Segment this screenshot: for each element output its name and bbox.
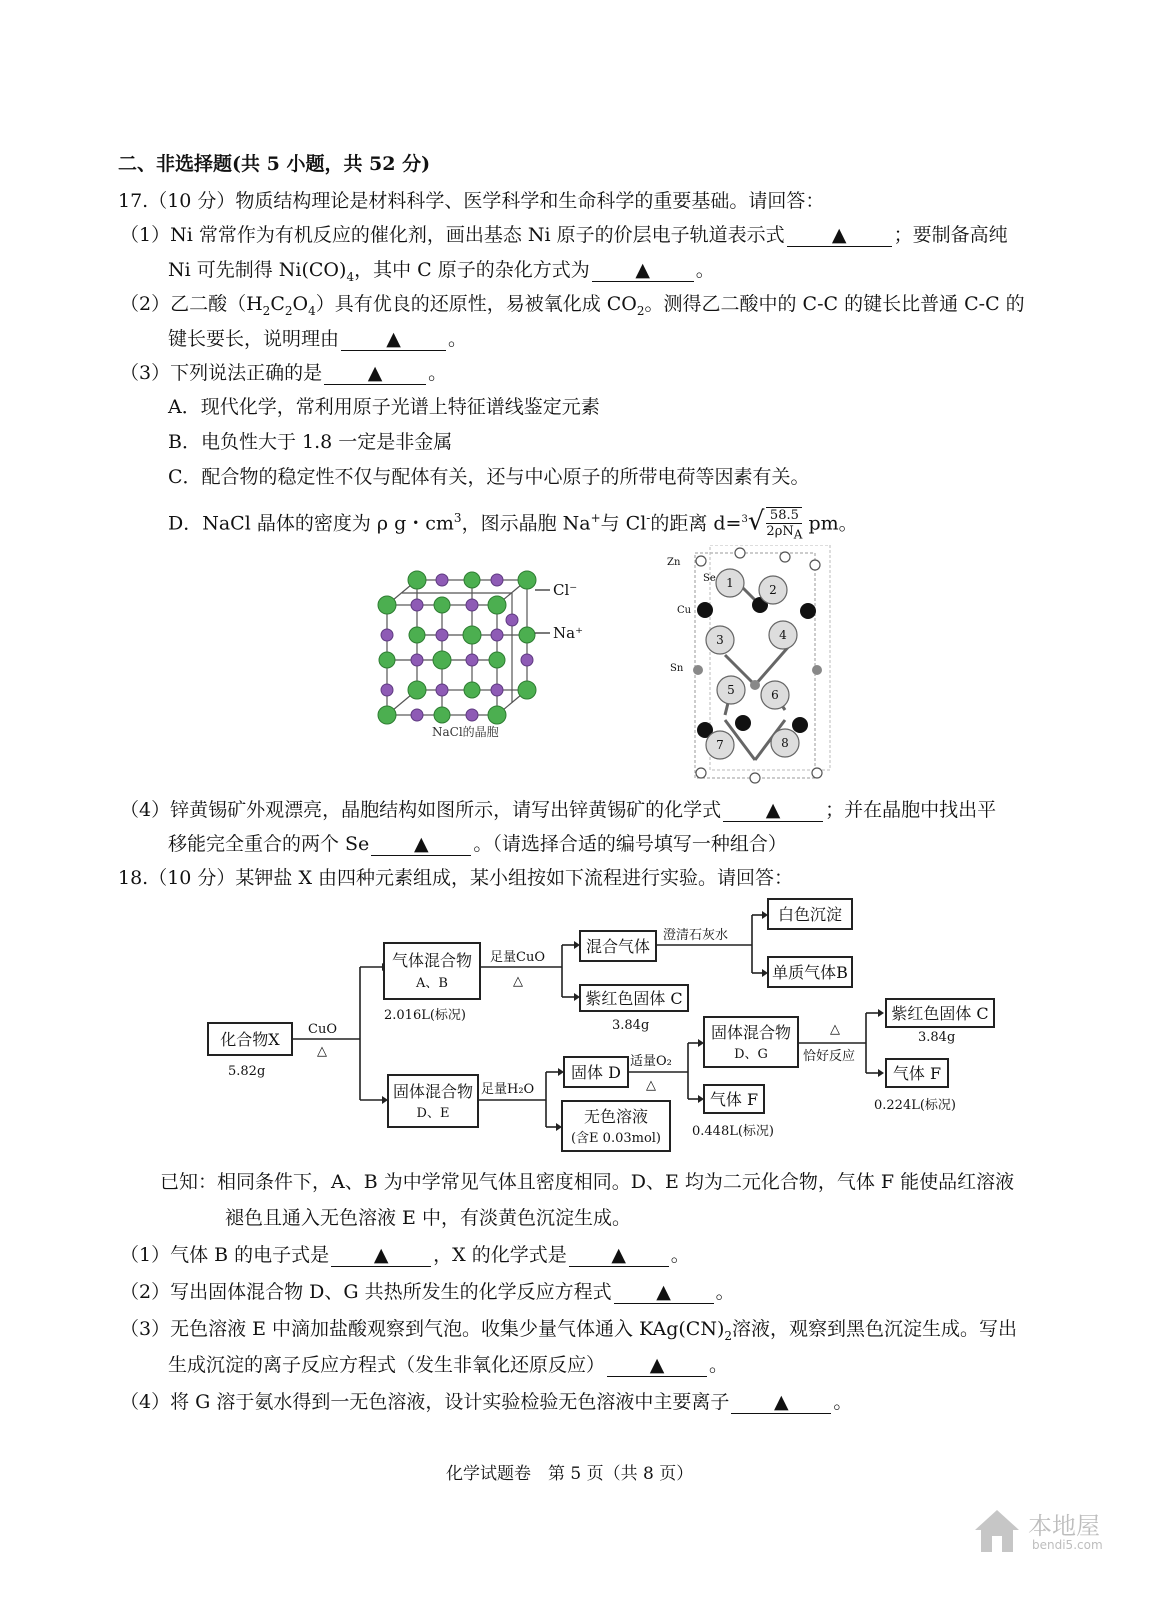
q17-part2-line1: （2）乙二酸$(H_2C_2O_4)$具有优良的还原性，易被氧化成 $CO_2$。测得乙二酸中的 C-C 的键长比普通 C-C 的 (120, 293, 1025, 318)
q17-part2-line2: 键长要长，说明理由 ▲ 。 (168, 328, 468, 350)
se-number-1: 1 (726, 576, 734, 590)
solid-de-sub: D、E (416, 1106, 450, 1121)
q17-option-b: B．电负性大于 1.8 一定是非金属 (168, 431, 453, 453)
answer-blank[interactable]: ▲ (331, 1244, 431, 1267)
answer-blank[interactable]: ▲ (569, 1244, 669, 1267)
se-number-4: 4 (779, 628, 787, 642)
proper-o2-label: 适量O₂ (630, 1054, 672, 1069)
heat-label-2: △ (513, 974, 523, 989)
answer-blank[interactable]: ▲ (341, 328, 446, 351)
q17-part3: （3）下列说法正确的是 ▲ 。 (120, 362, 448, 384)
se-number-8: 8 (781, 736, 789, 750)
q18-part3-line2: 生成沉淀的离子反应方程式（发生非氧化还原反应） ▲ 。 (168, 1354, 729, 1376)
nacl-caption: NaCl的晶胞 (432, 725, 499, 739)
se-number-3: 3 (716, 633, 724, 647)
na-label: Na⁺ (553, 624, 583, 642)
se-label: Se (703, 573, 716, 584)
kesterite-unit-cell-figure (665, 545, 835, 785)
solid-de-label: 固体混合物 (392, 1082, 474, 1101)
q18-part4: （4）将 G 溶于氨水得到一无色溶液，设计实验检验无色溶液中主要离子 ▲ 。 (120, 1391, 853, 1413)
heat-label-1: △ (317, 1044, 327, 1059)
q18-header: 18.（10 分）某钾盐 X 由四种元素组成，某小组按如下流程进行实验。请回答： (118, 867, 794, 889)
sn-label: Sn (670, 663, 684, 674)
copper-atoms (697, 597, 816, 738)
answer-blank[interactable]: ▲ (731, 1391, 831, 1414)
gas-f2-volume: 0.224L(标况) (874, 1098, 956, 1113)
compound-x-mass: 5.82g (228, 1064, 266, 1079)
colorless-soln-label: 无色溶液 (583, 1107, 649, 1126)
answer-blank[interactable]: ▲ (324, 362, 426, 385)
colorless-soln-sub: (含E 0.03mol) (570, 1131, 662, 1146)
se-number-7: 7 (716, 738, 724, 752)
house-icon (972, 1506, 1022, 1556)
zn-label: Zn (667, 557, 681, 568)
q18-part1: （1）气体 B 的电子式是 ▲ ，X 的化学式是 ▲ 。 (120, 1244, 690, 1266)
gas-b-label: 单质气体B (772, 963, 848, 982)
solid-d-label: 固体 D (571, 1063, 621, 1082)
q18-part3-line1: （3）无色溶液 E 中滴加盐酸观察到气泡。收集少量气体通入 $KAg(CN)_2$溶液，观察到黑色沉淀生成。写出 (120, 1318, 1018, 1343)
answer-blank[interactable]: ▲ (607, 1354, 707, 1377)
se-number-5: 5 (727, 683, 735, 697)
purple-mass-1: 3.84g (612, 1018, 650, 1033)
answer-blank[interactable]: ▲ (787, 224, 892, 247)
experiment-flowchart (200, 895, 1010, 1165)
tin-atoms (693, 665, 822, 690)
gas-f1-label: 气体 F (709, 1090, 759, 1109)
q17-part4-line1: （4）锌黄锡矿外观漂亮，晶胞结构如图所示，请写出锌黄锡矿的化学式 ▲ ；并在晶胞中找出平 (120, 799, 997, 821)
watermark (972, 1502, 1152, 1562)
q17-option-c: C．配合物的稳定性不仅与配体有关，还与中心原子的所带电荷等因素有关。 (168, 466, 810, 488)
watermark-url: bendi5.com (1032, 1538, 1103, 1552)
gas-mix-sub: A、B (416, 976, 448, 991)
answer-blank[interactable]: ▲ (371, 833, 471, 856)
q17-part1-line2: Ni 可先制得 $Ni(CO)_4$，其中 C 原子的杂化方式为 ▲ 。 (168, 259, 715, 284)
solid-dg-label: 固体混合物 (710, 1023, 792, 1042)
purple-solid-c2-label: 紫红色固体 C (891, 1004, 989, 1023)
q18-part2: （2）写出固体混合物 D、G 共热所发生的化学反应方程式 ▲ 。 (120, 1281, 735, 1303)
excess-water-label: 足量H₂O (481, 1082, 535, 1097)
exact-reaction-label: 恰好反应 (803, 1049, 856, 1064)
gas-mix-volume: 2.016L(标况) (384, 1008, 466, 1023)
purple-solid-c-label: 紫红色固体 C (585, 989, 683, 1008)
watermark-text: 本地屋 (1028, 1512, 1100, 1540)
cu-label: Cu (677, 605, 692, 616)
sodium-ions (381, 574, 533, 721)
q17-part4-line2: 移能完全重合的两个 Se ▲ 。（请选择合适的编号填写一种组合） (168, 833, 787, 855)
gas-f1-volume: 0.448L(标况) (692, 1124, 774, 1139)
heat-label-3: △ (646, 1078, 656, 1093)
q18-known-line2: 褪色且通入无色溶液 E 中，有淡黄色沉淀生成。 (225, 1207, 631, 1229)
section-title: 二、非选择题(共 5 小题，共 52 分) (118, 153, 431, 175)
q17-option-d: D．NaCl 晶体的密度为 ρ g・$cm^3$，图示晶胞 Na+与 Cl-的距离 d=$^3$√ $\frac{58.5}{2\rho N_A}$ pm。 (168, 506, 858, 542)
answer-blank[interactable]: ▲ (614, 1281, 714, 1304)
compound-x-label: 化合物X (220, 1030, 280, 1049)
purple-mass-2: 3.84g (918, 1030, 956, 1045)
q17-option-a: A．现代化学，常利用原子光谱上特征谱线鉴定元素 (168, 396, 600, 418)
q18-known-line1: 已知：相同条件下，A、B 为中学常见气体且密度相同。D、E 均为二元化合物，气体 F 能使品红溶液 (160, 1171, 1015, 1193)
nacl-unit-cell-figure (375, 565, 605, 745)
page-footer: 化学试题卷 第 5 页（共 8 页） (446, 1464, 694, 1484)
white-ppt-label: 白色沉淀 (777, 905, 843, 924)
answer-blank[interactable]: ▲ (723, 799, 823, 822)
cl-label: Cl⁻ (553, 581, 578, 599)
nacl-lattice-lines (387, 580, 527, 715)
limewater-label: 澄清石灰水 (663, 928, 729, 943)
se-number-6: 6 (771, 688, 779, 702)
mixed-gas-label: 混合气体 (585, 937, 651, 956)
se-number-2: 2 (769, 583, 777, 597)
gas-mix-label: 气体混合物 (391, 951, 473, 970)
q17-part1-line1: （1）Ni 常常作为有机反应的催化剂，画出基态 Ni 原子的价层电子轨道表示式 ▲ ；要制备高纯 (120, 224, 1008, 246)
excess-cuo-label: 足量CuO (490, 950, 545, 965)
answer-blank[interactable]: ▲ (592, 259, 694, 282)
cuo-label: CuO (308, 1022, 337, 1037)
gas-f2-label: 气体 F (892, 1064, 942, 1083)
solid-dg-sub: D、G (734, 1047, 768, 1062)
heat-label-4: △ (830, 1022, 840, 1037)
q17-header: 17.（10 分）物质结构理论是材料科学、医学科学和生命科学的重要基础。请回答： (118, 190, 825, 212)
